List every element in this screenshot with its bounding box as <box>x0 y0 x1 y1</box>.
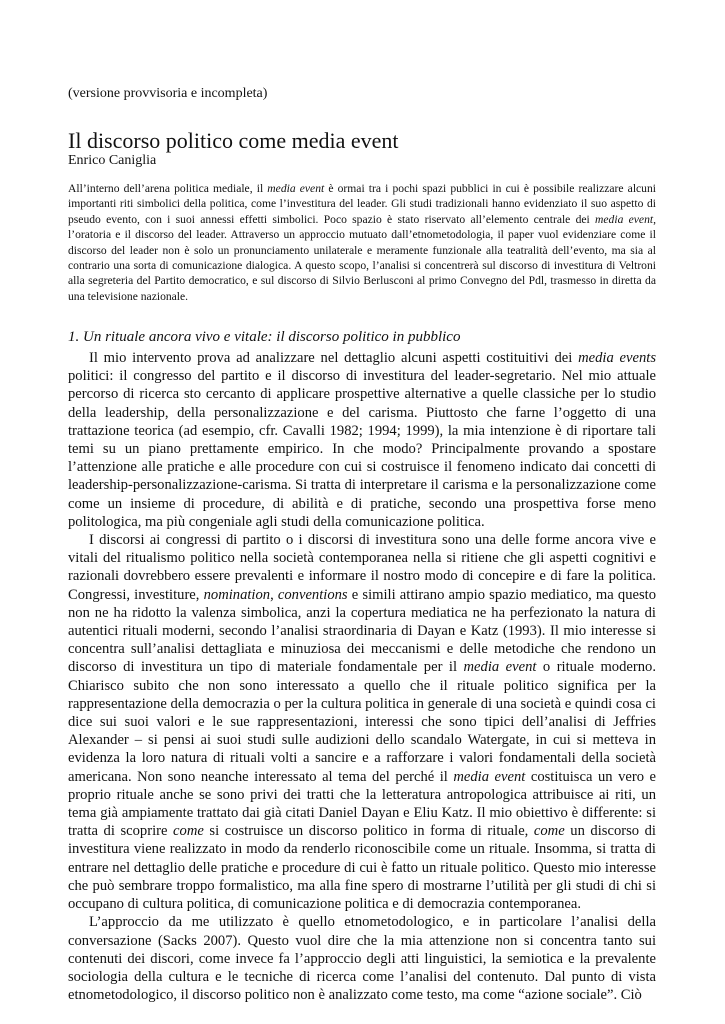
body-text <box>68 349 656 1004</box>
paragraph-1: Il mio intervento prova ad analizzare nel dettaglio alcuni aspetti costituitivi dei media events politici: il congresso del partito e il discorso di investitura del leader-segretario. Nel mio attuale percorso di ricerca sto cercanto di applicare prospettive alternative a quelle classiche per lo studio della leadership, della personalizzazione e del carisma. Piuttosto che farne l’oggetto di una trattazione teorica (ad esempio, cfr. Cavalli 1982; 1994; 1999), la mia intenzione è di riportare tali temi su un piano prettamente empirico. In che modo? Principalmente provando a spostare l’attenzione alle pratiche e alle procedure con cui si costruisce il fenomeno indicato dai concetti di leadership-personalizzazione-carisma. Si tratta di interpretare il carisma e la personalizzazione come come un insieme di procedure, di abilità e di pratiche, secondo una prospettiva forse meno politologica, ma più congeniale agli studi della comunicazione politica. <box>68 350 656 530</box>
italic-term: media event <box>267 182 325 195</box>
italic-term: media event <box>595 212 654 226</box>
italic-term: media event <box>453 768 526 785</box>
abstract: All’interno dell’arena politica mediale, il media event è ormai tra i pochi spazi pubblici in cui è possibile realizzare alcuni importanti riti simbolici della politica, come l’investitura del leader. Gli studi tradizionali hanno evidenziato il suo aspetto di pseudo evento, con i suoi annessi effetti simbolici. Poco spazio è stato riservato all’elemento centrale dei media event, l’oratoria e il discorso del leader. Attraverso un approccio mutuato dall’etnometodologia, il paper vuol evidenziare come il discorso del leader non è solo un pronunciamento unilaterale e meramente funzionale alla teatralità dell’evento, ma sia al contrario una sorta di comunicazione dialogica. A questo scopo, l’analisi si concentrerà sul discorso di investitura di Veltroni alla segreteria del Partito democratico, e sul discorso di Silvio Berlusconi al primo Convegno del Pdl, trasmesso in diretta da una televisione nazionale. <box>68 182 657 303</box>
status-note: (versione provvisoria e incompleta) <box>68 86 268 101</box>
italic-term: media event <box>463 659 537 676</box>
italic-term: conventions <box>277 586 348 603</box>
paragraph-2: I discorsi ai congressi di partito o i discorsi di investitura sono una delle forme ancora vive e vitali del ritualismo politico nella società contemporanea nella si ritiene che gli aspetti cognitivi e razionali dovrebbero essere prevalenti e informare il nostro modo di concepire e di fare la politica. Congressi, investiture, nomination, conventions e simili attirano ampio spazio mediatico, ma questo non ne ha ridotto la valenza simbolica, anzi la copertura mediatica ne ha perfezionato la natura di autentici rituali moderni, secondo l’analisi straordinaria di Dayan e Katz (1993). Il mio interesse si concentra sull’analisi dettagliata e minuziosa dei meccanismi e delle metodiche che rendono un discorso di investitura un tipo di materiale fondamentale per il media event o rituale moderno. Chiarisco subito che non sono interessato a quello che il rituale politico significa per la rappresentazione della democrazia o per la cultura politica in generale di una società e quindi cosa ci dice sui suoi valori e le sue rappresentazioni, interessi che sono tipici dell’analisi di Jeffries Alexander – si pensi ai suoi studi sulle audizioni dello scandalo Watergate, in cui si metteva in evidenza la loro natura di rituali volti a sancire e a rafforzare i valori fondamentali della società americana. Non sono neanche interessato al tema del perché il media event costituisca un vero e proprio rituale anche se sono privi dei tratti che la letteratura antropologica attribuisce ai riti, un tema già ampiamente trattato dai già citati Daniel Dayan e Eliu Katz. Il mio obiettivo è differente: si tratta di scoprire come si costruisce un discorso politico in forma di rituale, come un discorso di investitura viene realizzato in modo da renderlo riconoscibile come un rituale. Insomma, si tratta di entrare nel dettaglio delle pratiche e procedure di cui è fatto un rituale politico. Questo mio interesse che può sembrare troppo formalistico, ma alla fine spero di mostrarne l’utilità per gli studi di chi si occupano di cultura politica, di comunicazione politica e di democrazia contemporanea. <box>68 532 657 913</box>
italic-term: come <box>173 823 204 840</box>
paragraph-3: L’approccio da me utilizzato è quello etnometodologico, e in particolare l’analisi della conversazione (Sacks 2007). Questo vuol dire che la mia attenzione non si concentra tanto sui contenuti dei discori, come invece fa l’approccio degli atti linguistici, la semiotica e la prevalente sociologia della cultura e le tecniche di ricerca come l’analisi del contenuto. Dal punto di vista etnometodologico, il discorso politico non è analizzato come testo, ma come “azione sociale”. Ciò <box>68 914 656 1004</box>
section-heading: 1. Un rituale ancora vivo e vitale: il discorso politico in pubblico <box>68 329 461 345</box>
italic-term: come <box>533 823 565 840</box>
paper-title: Il discorso politico come media event <box>68 128 399 153</box>
author-name: Enrico Caniglia <box>68 153 157 168</box>
italic-term: media events <box>578 350 656 366</box>
italic-term: nomination <box>203 586 271 603</box>
